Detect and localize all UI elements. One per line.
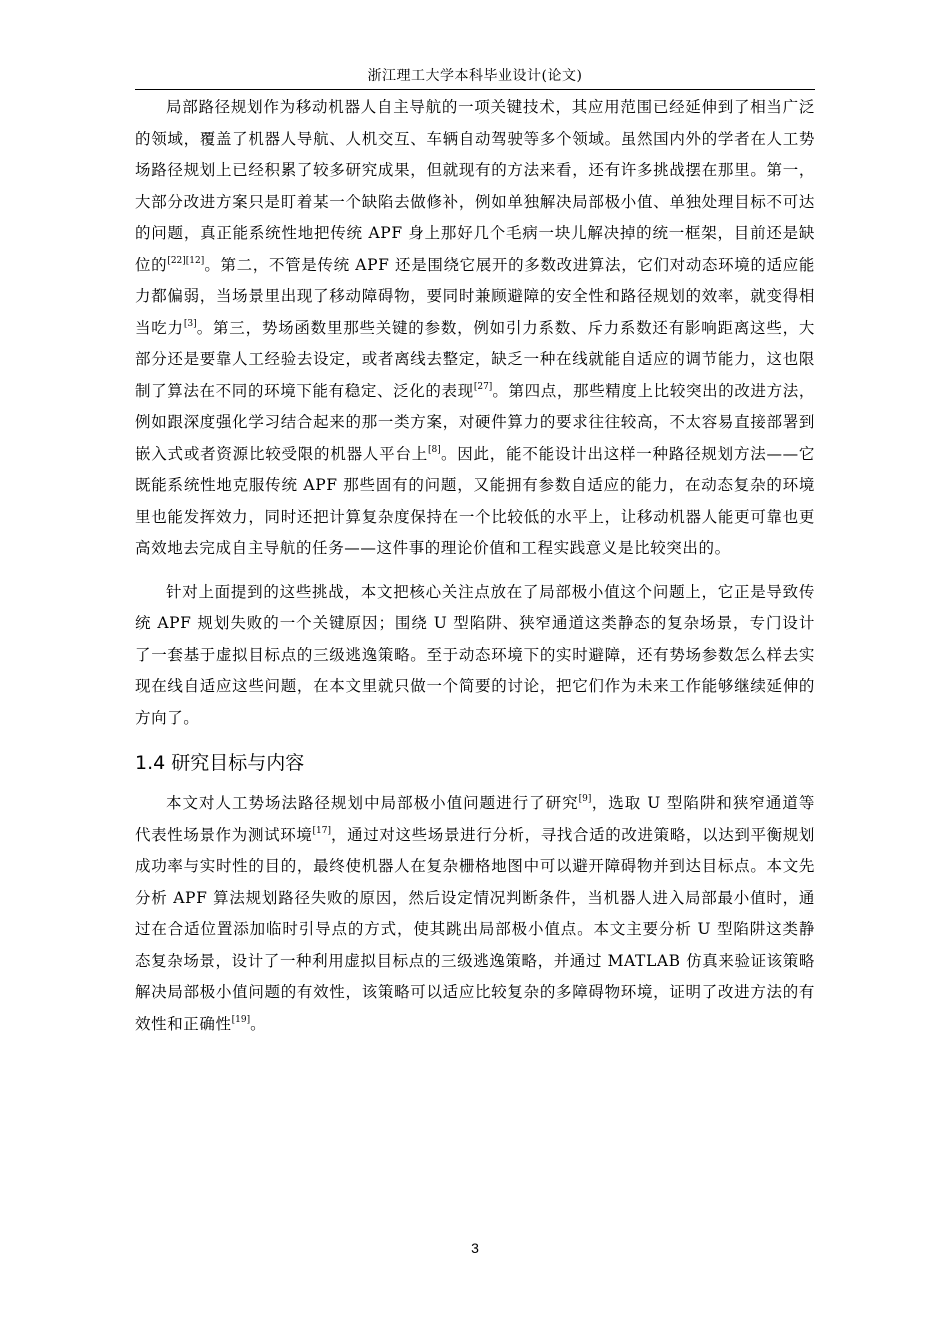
page-number: 3 — [471, 1240, 479, 1256]
citation-12: [12] — [185, 255, 205, 266]
paragraph-3 — [135, 788, 815, 1040]
citation-27: [27] — [473, 381, 493, 392]
paragraph-2-text-1: 针对上面提到的这些挑战，本文把核心关注点放在了局部极小值这个问题上，它正是导致传统 APF 规划失败的一个关键原因；围绕 U 型陷阱、狭窄通道这类静态的复杂场景，专门设计了一套基于虚拟目标点的三级逃逸策略。至于动态环境下的实时避障，还有势场参数怎么样去实现在线自适应这些问题，在本文里就只做一个简要的讨论，把它们作为未来工作能够继续延伸的方向了。 — [135, 582, 815, 727]
citation-3: [3] — [183, 318, 197, 329]
paragraph-1-text-2: 。第二，不管是传统 APF 还是围绕它展开的多数改进算法，它们对动态环境的适应能力都偏弱，当场景里出现了移动障碍物，要同时兼顾避障的安全性和路径规划的效率，就变得相当吃力 — [135, 255, 816, 337]
page-header: 浙江理工大学本科毕业设计(论文) — [367, 68, 583, 84]
paragraph-1-text-1: 局部路径规划作为移动机器人自主导航的一项关键技术，其应用范围已经延伸到了相当广泛的领域，覆盖了机器人导航、人机交互、车辆自动驾驶等多个领域。虽然国内外的学者在人工势场路径规划上已经积累了较多研究成果，但就现有的方法来看，还有许多挑战摆在那里。第一，大部分改进方案只是盯着某一个缺陷去做修补，例如单独解决局部极小值、单独处理目标不可达的问题，真正能系统性地把传统 APF 身上那好几个毛病一块儿解决掉的统一框架，目前还是缺位的 — [135, 98, 815, 274]
paragraph-1-text-3: 。第三，势场函数里那些关键的参数，例如引力系数、斥力系数还有影响距离这些，大部分还是要靠人工经验去设定，或者离线去整定，缺乏一种在线就能自适应的调节能力，这也限制了算法在不同的环境下能有稳定、泛化的表现 — [135, 318, 815, 400]
citation-8: [8] — [428, 444, 441, 455]
paragraph-3-text-1: 本文对人工势场法路径规划中局部极小值问题进行了研究 — [166, 794, 579, 812]
citation-22: [22] — [167, 255, 186, 266]
header-rule — [135, 89, 815, 90]
main-content — [135, 92, 815, 1040]
paragraph-3-text-3: ，通过对这些场景进行分析，寻找合适的改进策略，以达到平衡规划成功率与实时性的目的，最终使机器人在复杂栅格地图中可以避开障碍物并到达目标点。本文先分析 APF 算法规划路径失败的原因，然后设定情况判断条件，当机器人进入局部最小值时，通过在合适位置添加临时引导点的方式，使其跳出局部极小值点。本文主要分析 U 型陷阱这类静态复杂场景，设计了一种利用虚拟目标点的三级逃逸策略，并通过 MATLAB 仿真来验证该策略解决局部极小值问题的有效性，该策略可以适应比较复杂的多障碍物环境，证明了改进方法的有效性和正确性 — [135, 825, 815, 1033]
citation-19: [19] — [231, 1014, 251, 1025]
paragraph-2 — [135, 577, 815, 735]
citation-9: [9] — [578, 794, 592, 804]
paragraph-3-text-2: ，选取 U 型陷阱和狭窄通道等代表性场景作为测试环境 — [135, 794, 815, 844]
paragraph-1-text-4: 。第四点，那些精度上比较突出的改进方法，例如跟深度强化学习结合起来的那一类方案，对硬件算力的要求往往较高，不太容易直接部署到嵌入式或者资源比较受限的机器人平台上 — [135, 381, 815, 463]
paragraph-3-text-4: 。 — [250, 1014, 267, 1033]
section-heading: 1.4 研究目标与内容 — [135, 752, 305, 774]
citation-17: [17] — [312, 825, 331, 836]
paragraph-1-text-5: 。因此，能不能设计出这样一种路径规划方法——它既能系统性地克服传统 APF 那些固有的问题，又能拥有参数自适应的能力，在动态复杂的环境里也能发挥效力，同时还把计算复杂度保持在一个比较低的水平上，让移动机器人能更可靠也更高效地去完成自主导航的任务——这件事的理论价值和工程实践意义是比较突出的。 — [135, 444, 815, 557]
paragraph-1 — [135, 92, 815, 565]
